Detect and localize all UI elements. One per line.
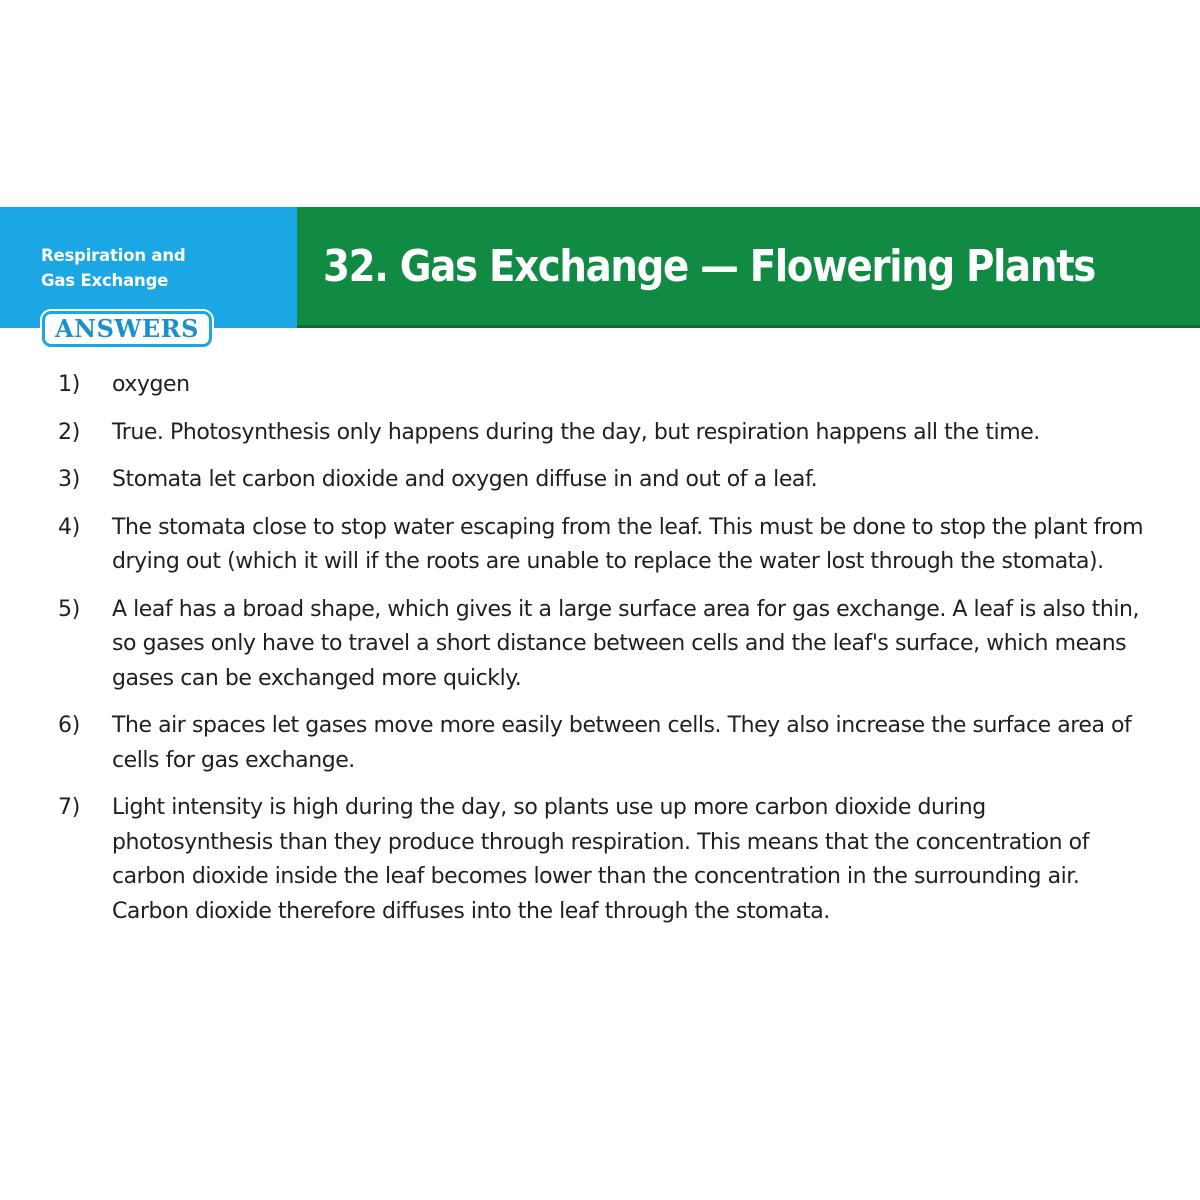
answer-item-3 bbox=[58, 463, 1178, 498]
section-panel bbox=[0, 207, 297, 343]
answers-list bbox=[58, 368, 1178, 942]
answer-number: 5) bbox=[58, 596, 80, 622]
answer-item-2 bbox=[58, 416, 1178, 451]
answer-item-5 bbox=[58, 593, 1178, 697]
answer-number: 3) bbox=[58, 467, 80, 492]
answer-number: 2) bbox=[58, 419, 80, 445]
answer-item-1 bbox=[58, 368, 1178, 403]
answer-text: The air spaces let gases move more easily between cells. They also increase the surface area of cells for gas exchange. bbox=[112, 713, 1132, 773]
answer-text: A leaf has a broad shape, which gives it a large surface area for gas exchange. A leaf is also thin, so gases only have to travel a short distance between cells and the leaf's surface, which means gases can be exchanged more quickly. bbox=[112, 596, 1140, 691]
answer-text: oxygen bbox=[112, 372, 190, 397]
answer-item-4 bbox=[58, 511, 1178, 580]
answer-number: 4) bbox=[58, 514, 80, 540]
answer-text: Stomata let carbon dioxide and oxygen diffuse in and out of a leaf. bbox=[112, 467, 818, 492]
answer-number: 7) bbox=[58, 795, 80, 820]
section-label-line-2: Gas Exchange bbox=[41, 271, 169, 290]
answer-text: Light intensity is high during the day, so plants use up more carbon dioxide during photosynthesis than they produce through respiration. This means that the concentration of carbon dioxide inside the leaf becomes lower than the concentration in the surrounding air. Carbon dioxide therefore diffuses into the leaf through the stomata. bbox=[112, 795, 1089, 924]
section-label bbox=[41, 243, 281, 293]
answer-item-7 bbox=[58, 791, 1178, 929]
page-header bbox=[0, 207, 1200, 343]
answer-number: 1) bbox=[58, 372, 80, 397]
page-title: 32. Gas Exchange — Flowering Plants bbox=[322, 240, 1095, 292]
answer-text: The stomata close to stop water escaping from the leaf. This must be done to stop the plant from drying out (which it will if the roots are unable to replace the water lost through the stomata). bbox=[112, 514, 1144, 574]
answer-text: True. Photosynthesis only happens during the day, but respiration happens all the time. bbox=[112, 419, 1040, 445]
answers-badge: ANSWERS bbox=[42, 311, 212, 347]
title-panel bbox=[297, 207, 1200, 328]
answer-item-6 bbox=[58, 709, 1178, 778]
section-label-line-1: Respiration and bbox=[41, 246, 186, 265]
answer-number: 6) bbox=[58, 713, 80, 738]
